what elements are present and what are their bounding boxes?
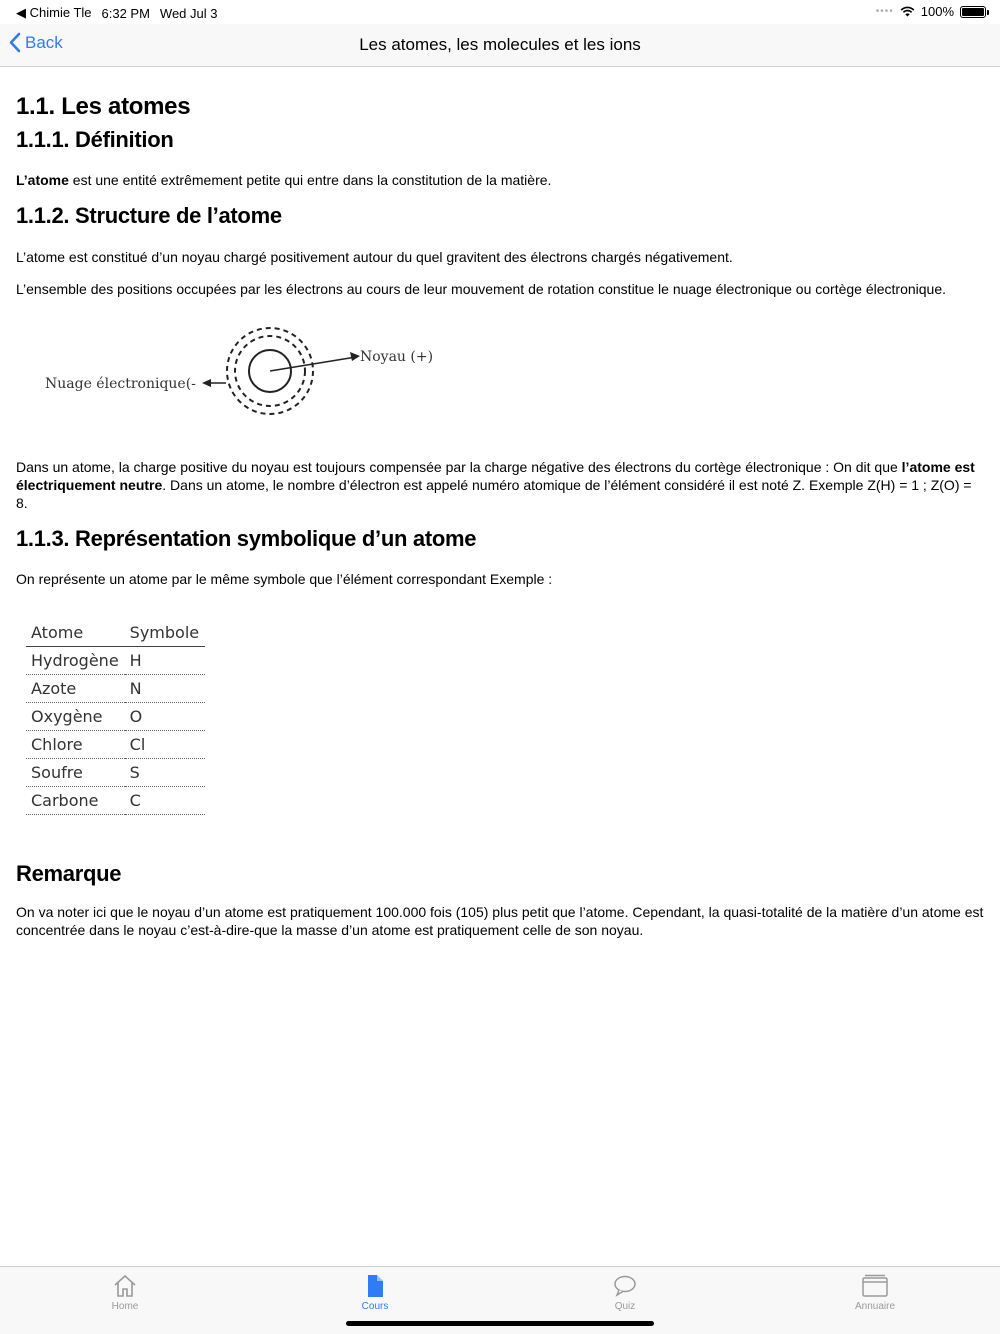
tab-home[interactable] <box>0 1267 250 1334</box>
table-row <box>26 646 205 674</box>
back-app-label: Chimie Tle <box>29 5 92 20</box>
table-header-atome: Atome <box>26 618 125 646</box>
definition-text: est une entité extrêmement petite qui entre dans la constitution de la matière. <box>68 172 552 188</box>
table-row <box>26 758 205 786</box>
charge-bold: l’atome est électriquement neutre <box>16 459 975 493</box>
battery-icon <box>960 6 986 18</box>
status-time: 6:32 PM <box>101 5 150 21</box>
back-label: Back <box>25 32 63 52</box>
status-date: Wed Jul 3 <box>159 5 218 21</box>
home-icon <box>112 1273 138 1299</box>
heading-structure: 1.1.2. Structure de l’atome <box>16 203 282 228</box>
atom-symbol: O <box>125 702 205 730</box>
back-to-app-link[interactable]: ◀ Chimie Tle <box>16 5 92 20</box>
atom-symbol: Cl <box>125 730 205 758</box>
home-indicator[interactable] <box>346 1321 654 1326</box>
atom-name: Chlore <box>26 730 125 758</box>
page-title: Les atomes, les molecules et les ions <box>359 35 641 54</box>
table-row <box>26 730 205 758</box>
battery-percent: 100% <box>920 4 954 19</box>
atom-name: Hydrogène <box>26 646 125 674</box>
atom-name: Azote <box>26 674 125 702</box>
atom-name: Oxygène <box>26 702 125 730</box>
heading-atomes: 1.1. Les atomes <box>16 93 191 120</box>
representation-paragraph: On représente un atome par le même symbole que l’élément correspondant Exemple : <box>16 571 553 587</box>
charge-text-2: . Dans un atome, le nombre d’électron est appelé numéro atomique de l’élément considéré il est noté Z. Exemple Z(H) = 1 ; Z(O) = 8. <box>16 477 972 511</box>
atom-symbol: C <box>125 786 205 814</box>
table-row <box>26 786 205 814</box>
definition-term: L’atome <box>16 172 69 188</box>
atom-symbol: S <box>125 758 205 786</box>
definition-paragraph <box>16 171 986 189</box>
atoms-table <box>26 618 205 815</box>
wifi-icon <box>900 6 915 17</box>
table-header-symbole: Symbole <box>125 618 205 646</box>
structure-paragraph-1: L’atome est constitué d’un noyau chargé positivement autour du quel gravitent des électrons chargés négativement. <box>16 249 733 265</box>
document-icon <box>362 1273 388 1299</box>
status-bar <box>0 0 1000 24</box>
charge-paragraph <box>16 458 986 512</box>
label-noyau: Noyau (+) <box>360 349 434 365</box>
table-row <box>26 674 205 702</box>
label-nuage: Nuage électronique(- <box>45 376 196 392</box>
atom-symbol: H <box>125 646 205 674</box>
tab-annuaire[interactable] <box>750 1267 1000 1334</box>
table-header-row <box>26 618 205 646</box>
structure-paragraph-2: L’ensemble des positions occupées par les électrons au cours de leur mouvement de rotation constitue le nuage électronique ou cortège électronique. <box>16 281 947 297</box>
tab-annuaire-label: Annuaire <box>854 1301 896 1312</box>
signal-icon: •••• <box>875 6 894 17</box>
tab-quiz-label: Quiz <box>614 1301 636 1312</box>
lesson-content <box>16 68 986 939</box>
heading-representation: 1.1.3. Représentation symbolique d’un atome <box>16 526 477 551</box>
archive-box-icon <box>861 1273 889 1299</box>
charge-text-1: Dans un atome, la charge positive du noyau est toujours compensée par la charge négative des électrons du cortège électronique : On dit que <box>16 459 902 475</box>
atom-name: Soufre <box>26 758 125 786</box>
remarque-paragraph: On va noter ici que le noyau d’un atome est pratiquement 100.000 fois (105) plus petit que l’atome. Cependant, la quasi-totalité de la matière d’un atome est concentrée dans le noyau c’est-à-dire-que la masse d’un atome est pratiquement celle de son noyau. <box>16 903 984 938</box>
atom-name: Carbone <box>26 786 125 814</box>
heading-remarque: Remarque <box>16 860 122 886</box>
atom-symbol: N <box>125 674 205 702</box>
table-row <box>26 702 205 730</box>
tab-cours-label: Cours <box>361 1301 389 1312</box>
chat-bubble-icon <box>612 1273 638 1299</box>
atom-diagram <box>16 308 986 458</box>
tab-home-label: Home <box>111 1301 139 1312</box>
atom-diagram-figure <box>16 308 456 458</box>
navigation-bar <box>0 24 1000 67</box>
heading-definition: 1.1.1. Définition <box>16 127 174 152</box>
